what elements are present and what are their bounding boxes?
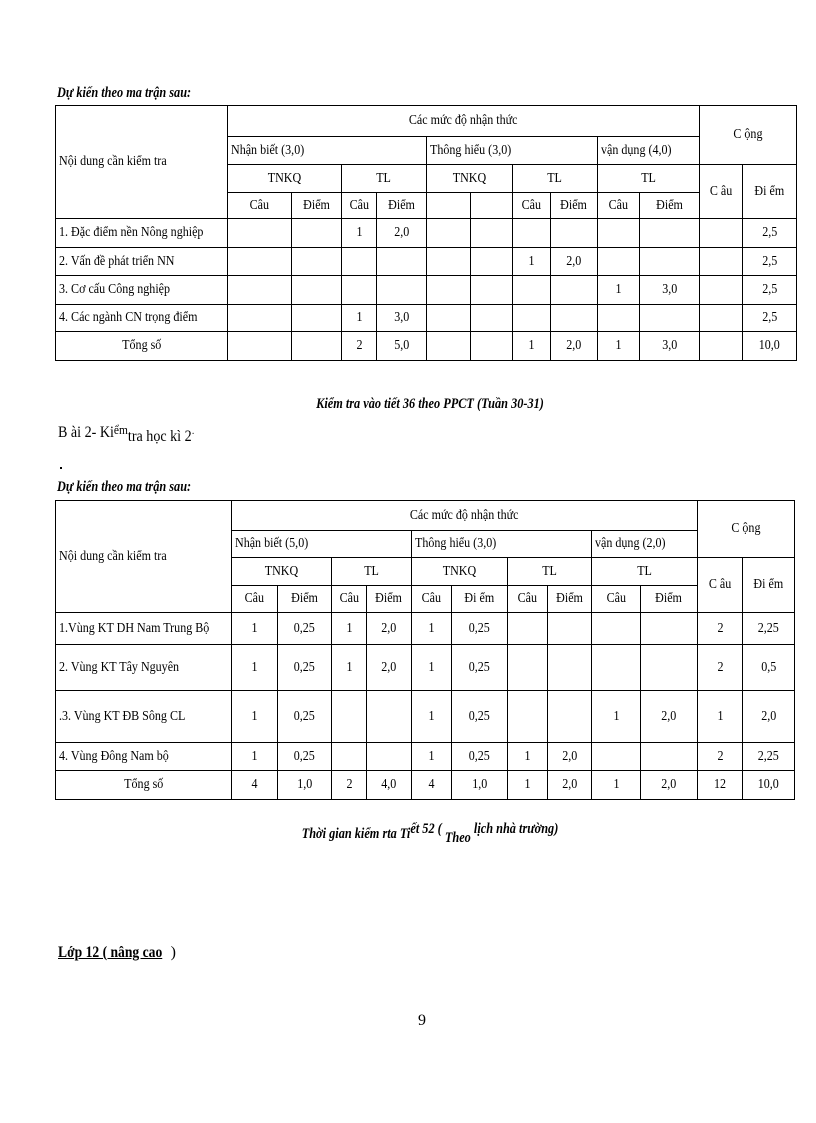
matrix-table-1 xyxy=(55,105,797,361)
table-cell: 5,0 xyxy=(377,332,427,361)
sub-header: Câu xyxy=(513,193,551,219)
table-cell: 2 xyxy=(698,743,743,771)
level-header: Nhận biết (3,0) xyxy=(228,137,427,165)
sub-header: Điểm xyxy=(367,586,412,613)
sub-header: Điểm xyxy=(292,193,342,219)
table-cell: 1 xyxy=(232,645,278,691)
table-cell: 1 xyxy=(332,613,367,645)
table-cell: 4 xyxy=(232,771,278,800)
table-cell: 1 xyxy=(513,248,551,276)
table-cell xyxy=(292,276,342,305)
exam-timing-note-2 xyxy=(200,821,659,846)
table-cell: 10,0 xyxy=(743,332,797,361)
row-label: 2. Vùng KT Tây Nguyên xyxy=(56,645,232,691)
table-cell xyxy=(551,219,598,248)
row-header-cell: Nội dung cần kiểm tra xyxy=(56,501,232,613)
table-cell: 1 xyxy=(232,691,278,743)
level-header: vận dụng (4,0) xyxy=(598,137,700,165)
sub-header: Câu xyxy=(342,193,377,219)
level-header: Nhận biết (5,0) xyxy=(232,531,412,558)
sub-header: Điểm xyxy=(551,193,598,219)
table-cell: 1 xyxy=(412,645,452,691)
table-cell xyxy=(228,219,292,248)
table-cell: 2,5 xyxy=(743,248,797,276)
table-cell xyxy=(228,332,292,361)
table-cell xyxy=(592,743,641,771)
table-cell: 2,0 xyxy=(641,691,698,743)
class-title-paren: ) xyxy=(170,944,176,961)
table-cell: 2,0 xyxy=(548,743,592,771)
table-row xyxy=(56,248,797,276)
table-cell: 1 xyxy=(592,771,641,800)
table-cell xyxy=(471,276,513,305)
table-cell: 0,25 xyxy=(452,691,508,743)
table-cell xyxy=(700,305,743,332)
table-cell: 0,25 xyxy=(452,743,508,771)
sub-header: Điểm xyxy=(641,586,698,613)
table-cell xyxy=(598,248,640,276)
section-title-bai-2 xyxy=(58,422,213,445)
heading-matrix-1: Dự kiến theo ma trận sau: xyxy=(57,85,192,101)
table-cell: 2,0 xyxy=(367,613,412,645)
total-cau-header: C âu xyxy=(700,165,743,219)
type-header: TL xyxy=(332,558,412,586)
table-cell xyxy=(292,248,342,276)
table-cell xyxy=(292,219,342,248)
table-cell xyxy=(700,219,743,248)
table-cell xyxy=(548,613,592,645)
heading-matrix-2: Dự kiến theo ma trận sau: xyxy=(57,479,192,495)
table-cell xyxy=(367,743,412,771)
type-header: TNKQ xyxy=(228,165,342,193)
table-cell xyxy=(551,305,598,332)
table-cell xyxy=(471,248,513,276)
table-cell xyxy=(332,691,367,743)
table-cell xyxy=(592,613,641,645)
type-header: TL xyxy=(592,558,698,586)
row-header-cell: Nội dung cần kiểm tra xyxy=(56,106,228,219)
table-cell xyxy=(640,248,700,276)
table-cell: 0,25 xyxy=(452,645,508,691)
sub-header: Câu xyxy=(232,586,278,613)
page-number: 9 xyxy=(418,1012,426,1029)
table-cell xyxy=(367,691,412,743)
table-cell xyxy=(641,645,698,691)
table-cell: 1 xyxy=(598,276,640,305)
row-label: .3. Vùng KT ĐB Sông CL xyxy=(56,691,232,743)
type-header: TL xyxy=(598,165,700,193)
table-cell: 2 xyxy=(342,332,377,361)
row-label: 1.Vùng KT DH Nam Trung Bộ xyxy=(56,613,232,645)
table-cell xyxy=(228,276,292,305)
table-total-row xyxy=(56,771,795,800)
table-cell: 1 xyxy=(592,691,641,743)
table-cell xyxy=(700,248,743,276)
table-cell: 1 xyxy=(508,743,548,771)
group-header-cell: Các mức độ nhận thức xyxy=(232,501,698,531)
table-cell: 2,5 xyxy=(743,219,797,248)
table-cell: 2,25 xyxy=(743,613,795,645)
table-row xyxy=(56,276,797,305)
table-cell: 0,25 xyxy=(278,645,332,691)
table-cell: 1 xyxy=(508,771,548,800)
table-cell: 2 xyxy=(332,771,367,800)
exam-timing-note-1: Kiểm tra vào tiết 36 theo PPCT (Tuần 30-31) xyxy=(316,396,544,412)
table-row xyxy=(56,219,797,248)
table-cell xyxy=(641,613,698,645)
table-cell xyxy=(700,276,743,305)
table-cell: 1 xyxy=(342,219,377,248)
type-header: TNKQ xyxy=(427,165,513,193)
table-cell: 0,25 xyxy=(452,613,508,645)
table-cell: 3,0 xyxy=(640,276,700,305)
table-cell xyxy=(332,743,367,771)
table-cell: 2,0 xyxy=(367,645,412,691)
table-cell xyxy=(513,305,551,332)
row-label: 4. Các ngành CN trọng điểm xyxy=(56,305,228,332)
sub-header: Điểm xyxy=(377,193,427,219)
table-cell: 1 xyxy=(513,332,551,361)
table-cell xyxy=(471,332,513,361)
table-cell: 2,0 xyxy=(743,691,795,743)
bai2-text: · xyxy=(191,429,195,440)
table-cell: 3,0 xyxy=(640,332,700,361)
type-header: TL xyxy=(342,165,427,193)
row-label: Tổng số xyxy=(56,332,228,361)
table-cell: 1 xyxy=(598,332,640,361)
total-header-cell: C ộng xyxy=(700,106,797,165)
row-label: 3. Cơ cấu Công nghiệp xyxy=(56,276,228,305)
bai2-text: B ài 2- Ki xyxy=(58,424,114,441)
sub-header: Câu xyxy=(592,586,641,613)
table-cell: 2,5 xyxy=(743,276,797,305)
table-cell: 2,5 xyxy=(743,305,797,332)
table-cell: 1 xyxy=(412,743,452,771)
table-cell: 10,0 xyxy=(743,771,795,800)
type-header: TL xyxy=(508,558,592,586)
table-cell xyxy=(427,332,471,361)
table-cell: 3,0 xyxy=(377,305,427,332)
table-row xyxy=(56,691,795,743)
sub-header: Câu xyxy=(508,586,548,613)
table-cell: 2,0 xyxy=(377,219,427,248)
table-cell: 2,0 xyxy=(548,771,592,800)
table-cell xyxy=(548,645,592,691)
table-cell: 4,0 xyxy=(367,771,412,800)
table-cell xyxy=(598,219,640,248)
table-cell xyxy=(427,276,471,305)
table-cell xyxy=(548,691,592,743)
table-cell xyxy=(551,276,598,305)
row-label: 1. Đặc điểm nền Nông nghiệp xyxy=(56,219,228,248)
table-cell xyxy=(292,305,342,332)
row-label: Tổng số xyxy=(56,771,232,800)
table-cell xyxy=(640,305,700,332)
table-cell: 12 xyxy=(698,771,743,800)
table-cell: 0,25 xyxy=(278,691,332,743)
table-cell xyxy=(513,276,551,305)
table-cell: 0,25 xyxy=(278,743,332,771)
table-cell: 4 xyxy=(412,771,452,800)
row-label: 2. Vấn đề phát triển NN xyxy=(56,248,228,276)
sub-header xyxy=(471,193,513,219)
table-cell xyxy=(592,645,641,691)
type-header: TNKQ xyxy=(412,558,508,586)
level-header: Thông hiểu (3,0) xyxy=(412,531,592,558)
table-cell xyxy=(342,248,377,276)
type-header: TL xyxy=(513,165,598,193)
note2-text: lịch nhà trường) xyxy=(470,821,559,837)
table-cell xyxy=(508,645,548,691)
table-cell xyxy=(598,305,640,332)
table-cell: 0,5 xyxy=(743,645,795,691)
table-total-row xyxy=(56,332,797,361)
table-cell xyxy=(427,305,471,332)
matrix-table-2 xyxy=(55,500,795,800)
bai2-text: tra học kì 2 xyxy=(127,428,192,445)
table-cell: 1 xyxy=(412,691,452,743)
class-title xyxy=(58,944,176,962)
bai2-text: ểm xyxy=(113,422,128,437)
total-header-cell: C ộng xyxy=(698,501,795,558)
total-diem-header: Đi ểm xyxy=(743,558,795,613)
table-cell: 1 xyxy=(332,645,367,691)
table-cell xyxy=(427,248,471,276)
table-cell: 1 xyxy=(698,691,743,743)
table-row xyxy=(56,743,795,771)
total-diem-header: Đi ểm xyxy=(743,165,797,219)
sub-header: Câu xyxy=(332,586,367,613)
table-cell xyxy=(377,248,427,276)
table-cell: 2,25 xyxy=(743,743,795,771)
class-title-text: Lớp 12 ( nâng cao xyxy=(58,944,163,961)
table-row xyxy=(56,645,795,691)
table-cell: 1 xyxy=(342,305,377,332)
table-cell: 1 xyxy=(232,743,278,771)
table-cell xyxy=(471,219,513,248)
table-cell xyxy=(471,305,513,332)
sub-header: Điểm xyxy=(640,193,700,219)
table-cell: 1 xyxy=(412,613,452,645)
table-cell: 1,0 xyxy=(452,771,508,800)
table-cell: 2 xyxy=(698,645,743,691)
sub-header: Câu xyxy=(228,193,292,219)
note2-text: Thời gian kiểm rta Ti xyxy=(301,826,411,842)
table-cell xyxy=(640,219,700,248)
table-cell xyxy=(228,248,292,276)
sub-header: Câu xyxy=(598,193,640,219)
table-cell: 0,25 xyxy=(278,613,332,645)
table-cell: 2,0 xyxy=(551,332,598,361)
table-cell: 2,0 xyxy=(551,248,598,276)
table-cell: 1,0 xyxy=(278,771,332,800)
row-label: 4. Vùng Đông Nam bộ xyxy=(56,743,232,771)
table-cell xyxy=(508,691,548,743)
level-header: vận dụng (2,0) xyxy=(592,531,698,558)
group-header-cell: Các mức độ nhận thức xyxy=(228,106,700,137)
table-cell xyxy=(377,276,427,305)
table-cell xyxy=(292,332,342,361)
note2-text: Theo xyxy=(441,830,471,846)
table-cell: 2,0 xyxy=(641,771,698,800)
table-cell xyxy=(508,613,548,645)
table-cell: 2 xyxy=(698,613,743,645)
sub-header: Câu xyxy=(412,586,452,613)
total-cau-header: C âu xyxy=(698,558,743,613)
sub-header: Điểm xyxy=(278,586,332,613)
level-header: Thông hiểu (3,0) xyxy=(427,137,598,165)
table-cell xyxy=(427,219,471,248)
sub-header xyxy=(427,193,471,219)
type-header: TNKQ xyxy=(232,558,332,586)
table-row xyxy=(56,613,795,645)
sub-header: Đi ểm xyxy=(452,586,508,613)
sub-header: Điểm xyxy=(548,586,592,613)
table-cell xyxy=(513,219,551,248)
table-cell: 1 xyxy=(232,613,278,645)
table-row xyxy=(56,305,797,332)
note2-text: ết 52 ( xyxy=(410,821,442,837)
stray-dot xyxy=(60,467,62,469)
table-cell xyxy=(641,743,698,771)
table-cell xyxy=(700,332,743,361)
table-cell xyxy=(342,276,377,305)
table-cell xyxy=(228,305,292,332)
